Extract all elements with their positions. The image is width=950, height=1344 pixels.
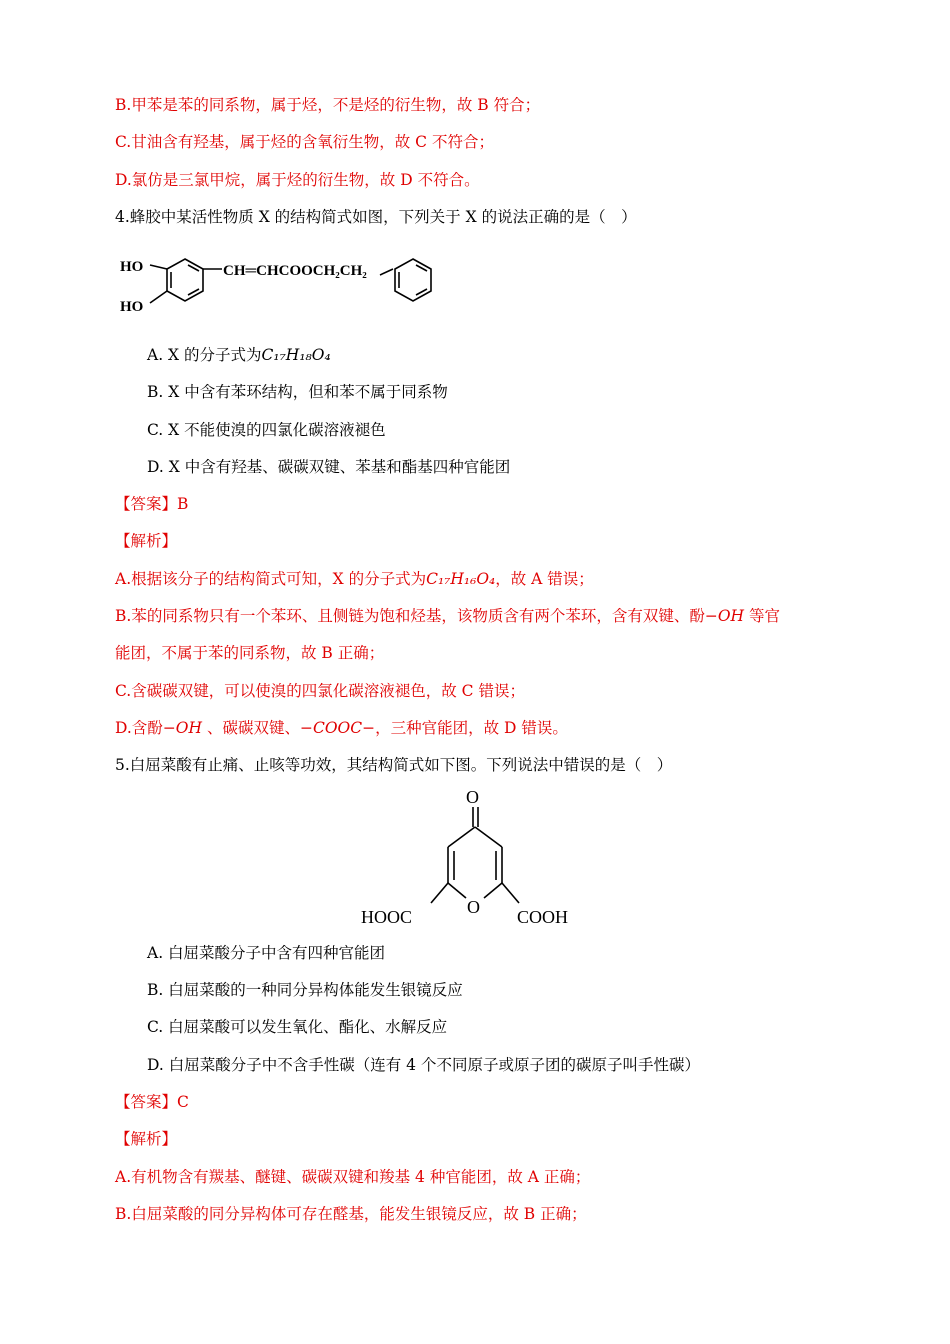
- prev-analysis-b: B.甲苯是苯的同系物，属于烃，不是烃的衍生物，故 B 符合；: [115, 96, 541, 114]
- q4-stem: 4.蜂胶中某活性物质 X 的结构简式如图，下列关于 X 的说法正确的是（ ）: [115, 208, 637, 226]
- q5-structure-carbonyl-o: O: [466, 787, 479, 807]
- q5-structure-figure: [355, 785, 595, 935]
- q4-option-a: [147, 345, 331, 365]
- q5-stem: 5.白屈菜酸有止痛、止咳等功效，其结构简式如下图。下列说法中错误的是（ ）: [115, 756, 673, 774]
- q4-analysis-d-suffix: ，三种官能团，故 D 错误。: [375, 719, 568, 737]
- q5-structure-left-carboxyl: HOOC: [361, 907, 413, 927]
- q4-analysis-title: 【解析】: [115, 532, 178, 550]
- q5-option-a: A. 白屈菜酸分子中含有四种官能团: [147, 944, 386, 962]
- q4-analysis-d-formula-oh: −OH: [162, 719, 203, 737]
- q5-option-d: D. 白屈菜酸分子中不含手性碳（连有 4 个不同原子或原子团的碳原子叫手性碳）: [147, 1056, 700, 1074]
- q4-analysis-a-text: A.根据该分子的结构简式可知，X 的分子式为: [115, 570, 427, 588]
- q4-analysis-b-line1: [115, 606, 780, 626]
- q5-analysis-a: A.有机物含有羰基、醚键、碳碳双键和羧基 4 种官能团，故 A 正确；: [115, 1168, 591, 1186]
- q4-analysis-a-suffix: ，故 A 错误；: [495, 570, 594, 588]
- q4-analysis-b-suffix: 等官: [744, 607, 780, 625]
- q4-option-a-formula: C₁₇H₁₈O₄: [261, 346, 331, 364]
- q5-analysis-title: 【解析】: [115, 1130, 178, 1148]
- q5-option-c: C. 白屈菜酸可以发生氧化、酯化、水解反应: [147, 1018, 448, 1036]
- q4-answer: 【答案】B: [115, 495, 189, 513]
- q4-analysis-b-text: B.苯的同系物只有一个苯环、且侧链为饱和烃基，该物质含有两个苯环，含有双键、酚: [115, 607, 705, 625]
- q4-option-b: B. X 中含有苯环结构，但和苯不属于同系物: [147, 383, 448, 401]
- q4-analysis-b-line2: 能团，不属于苯的同系物，故 B 正确；: [115, 644, 385, 662]
- q5-structure-right-carboxyl: COOH: [517, 907, 569, 927]
- q4-structure-ho-bottom: HO: [120, 299, 144, 315]
- q5-option-b: B. 白屈菜酸的一种同分异构体能发生银镜反应: [147, 981, 463, 999]
- q4-analysis-d-formula-ester: −COOC−: [299, 719, 376, 737]
- q4-option-d: D. X 中含有羟基、碳碳双键、苯基和酯基四种官能团: [147, 458, 511, 476]
- q4-structure-ho-top: HO: [120, 259, 144, 275]
- q5-analysis-b: B.白屈菜酸的同分异构体可存在醛基，能发生银镜反应，故 B 正确；: [115, 1205, 587, 1223]
- q4-analysis-a: [115, 569, 594, 589]
- q4-analysis-d-mid: 、碳碳双键、: [202, 719, 300, 737]
- q5-answer: 【答案】C: [115, 1093, 189, 1111]
- q5-structure-ring-o: O: [467, 897, 480, 917]
- q4-analysis-b-formula: −OH: [704, 607, 745, 625]
- q4-option-a-text: A. X 的分子式为: [147, 346, 262, 364]
- q4-option-c: C. X 不能使溴的四氯化碳溶液褪色: [147, 421, 386, 439]
- q4-analysis-a-formula: C₁₇H₁₆O₄: [426, 570, 496, 588]
- q4-structure-figure: [118, 245, 448, 325]
- prev-analysis-c: C.甘油含有羟基，属于烃的含氧衍生物，故 C 不符合；: [115, 133, 494, 151]
- q4-analysis-d-text: D.含酚: [115, 719, 163, 737]
- q4-structure-side-chain: CH═CHCOOCH₂CH₂: [223, 263, 367, 279]
- q4-analysis-d: [115, 718, 568, 738]
- prev-analysis-d: D.氯仿是三氯甲烷，属于烃的衍生物，故 D 不符合。: [115, 171, 480, 189]
- q4-analysis-c: C.含碳碳双键，可以使溴的四氯化碳溶液褪色，故 C 错误；: [115, 682, 525, 700]
